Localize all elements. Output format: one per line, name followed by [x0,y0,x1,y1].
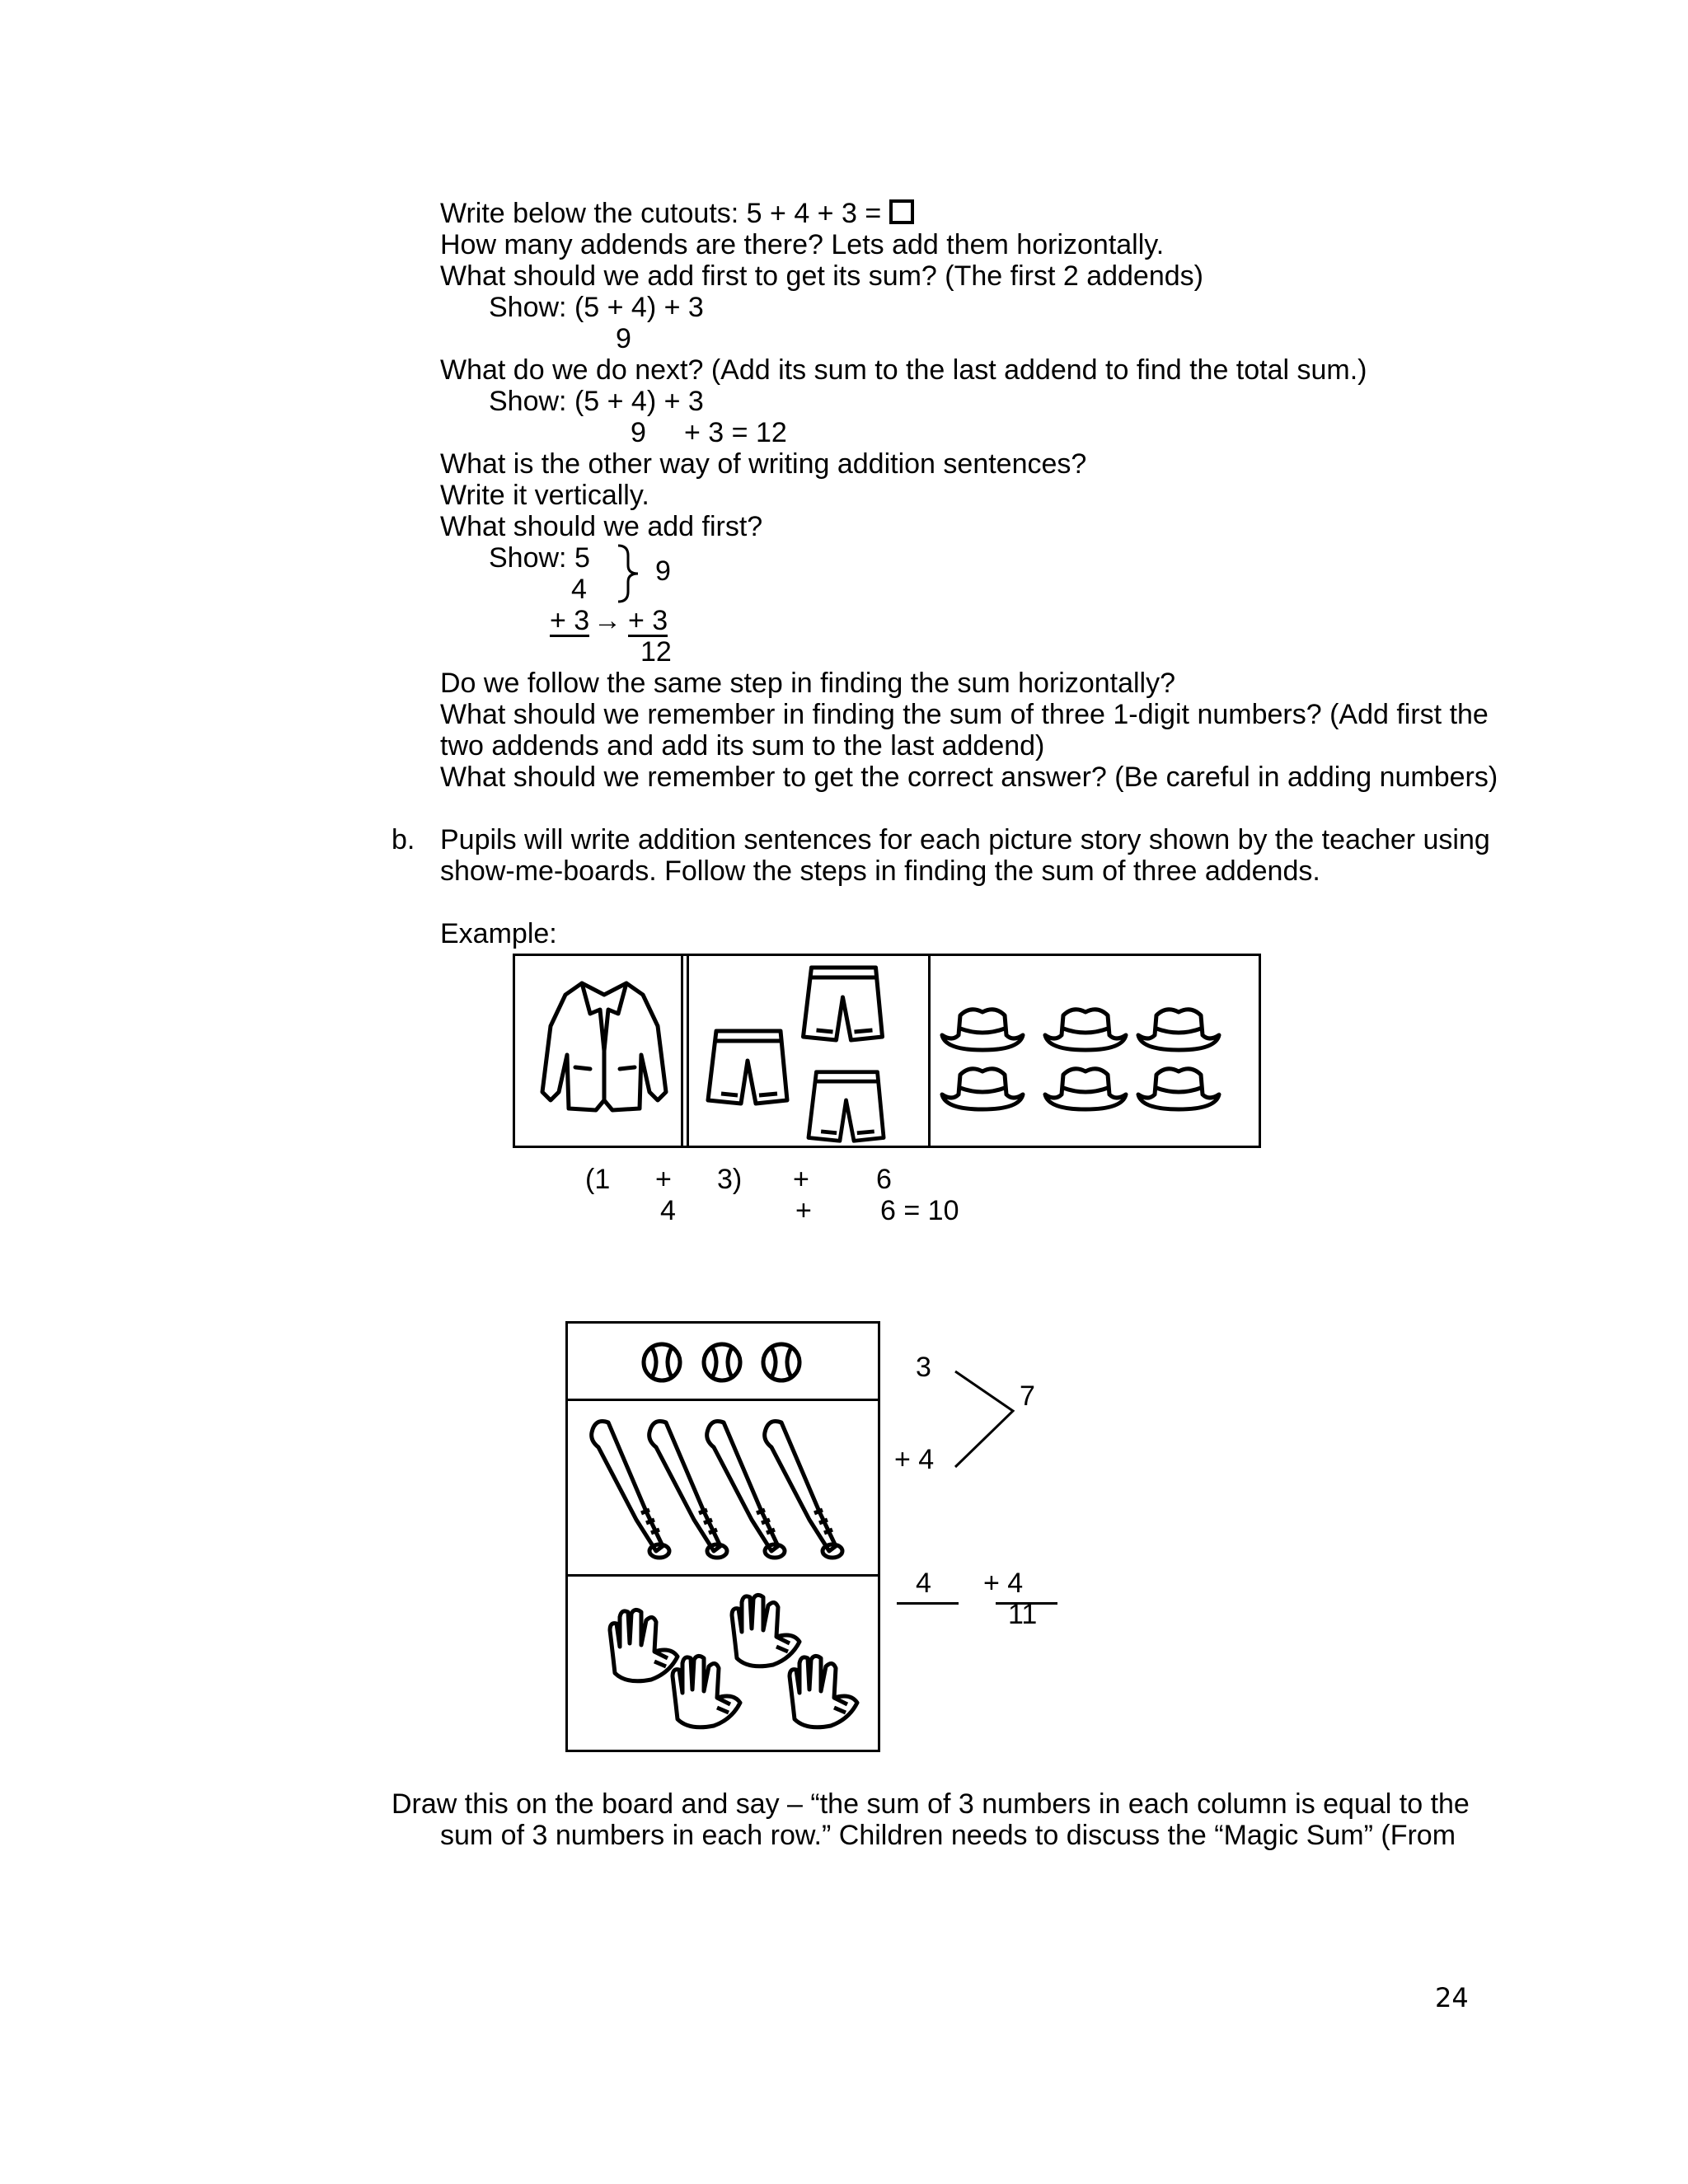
section-b-marker: b. [392,824,415,855]
divider [687,954,689,1148]
sum-line [897,1602,959,1605]
shorts-icon [705,1026,791,1108]
baseball-icon [760,1341,803,1384]
baseball-icon [701,1341,743,1384]
instruction-line-2: How many addends are there? Lets add them horizontally. [440,229,1165,260]
vertical-addend-4: 4 [571,574,587,605]
baseball-icon [640,1341,683,1384]
instruction-line-8: Do we follow the same step in finding the sum horizontally? [440,668,1176,699]
example1-term: 6 = 10 [880,1195,959,1226]
blazer-icon [534,977,674,1117]
total-sum-line: + 3 = 12 [684,417,787,448]
example2-partial-7: 7 [1020,1380,1035,1412]
divider [928,954,931,1148]
example1-term: + [655,1164,672,1195]
example2-addend-4: 4 [916,1568,931,1599]
section-b-line-1: Pupils will write addition sentences for each picture story shown by the teacher using [440,824,1490,855]
arrow-icon: → [593,605,621,636]
instruction-line-1 [440,198,914,229]
instruction-text: Write below the cutouts: 5 + 4 + 3 = [440,198,882,229]
cowboy-hat-icon [1133,1004,1224,1055]
instruction-line-7: What should we add first? [440,511,763,542]
vertical-show-5: Show: 5 [489,542,590,574]
instruction-line-4: What do we do next? (Add its sum to the last addend to find the total sum.) [440,354,1367,386]
show-line-2: Show: (5 + 4) + 3 [489,386,704,417]
cowboy-hat-icon [937,1004,1028,1055]
cowboy-hat-icon [1040,1004,1131,1055]
instruction-line-6: Write it vertically. [440,480,649,511]
page-number: 24 [1435,1982,1469,2013]
connector-lines [952,1368,1018,1471]
example1-term: (1 [585,1164,611,1195]
shorts-icon [798,963,889,1045]
baseball-bat-icon [757,1414,856,1563]
divider [565,1399,880,1401]
example1-term: 4 [660,1195,676,1226]
curly-brace-icon [617,544,641,603]
partial-sum-2: 9 [631,417,646,448]
closing-paragraph-line-1: Draw this on the board and say – “the sum of 3 numbers in each column is equal to the [392,1788,1470,1820]
instruction-line-11: What should we remember to get the correct answer? (Be careful in adding numbers) [440,762,1498,793]
vertical-plus-3-b [628,605,668,637]
instruction-line-3: What should we add first to get its sum? (The first 2 addends) [440,260,1203,292]
divider [565,1574,880,1577]
example1-term: + [793,1164,809,1195]
closing-paragraph-line-2: sum of 3 numbers in each row.” Children needs to discuss the “Magic Sum” (From [440,1820,1456,1851]
shorts-icon [801,1067,892,1146]
example2-plus-4-b: + 4 [983,1568,1024,1599]
example-label: Example: [440,918,557,949]
baseball-glove-icon [781,1652,864,1731]
divider [681,954,683,1148]
show-line-1: Show: (5 + 4) + 3 [489,292,704,323]
instruction-line-10: two addends and add its sum to the last addend) [440,730,1045,762]
cowboy-hat-icon [1133,1063,1224,1114]
baseball-glove-icon [664,1652,747,1731]
example2-plus-4-a: + 4 [894,1444,935,1475]
vertical-plus-3-b-text: + 3 [628,605,668,636]
example1-term: + [795,1195,812,1226]
vertical-total-12: 12 [640,636,672,668]
example1-term: 3) [717,1164,743,1195]
vertical-partial-9: 9 [655,555,671,587]
partial-sum-1: 9 [616,323,631,354]
vertical-plus-3-a [550,605,589,637]
instruction-line-9: What should we remember in finding the sum of three 1-digit numbers? (Add first the [440,699,1489,730]
vertical-plus-3-a-text: + 3 [550,605,590,636]
example1-term: 6 [876,1164,892,1195]
instruction-line-5: What is the other way of writing addition sentences? [440,448,1087,480]
example2-addend-3: 3 [916,1352,931,1383]
section-b-line-2: show-me-boards. Follow the steps in finding the sum of three addends. [440,855,1320,887]
cowboy-hat-icon [937,1063,1028,1114]
example2-total-11: 11 [1008,1599,1038,1630]
answer-box-icon [889,199,914,224]
cowboy-hat-icon [1040,1063,1131,1114]
